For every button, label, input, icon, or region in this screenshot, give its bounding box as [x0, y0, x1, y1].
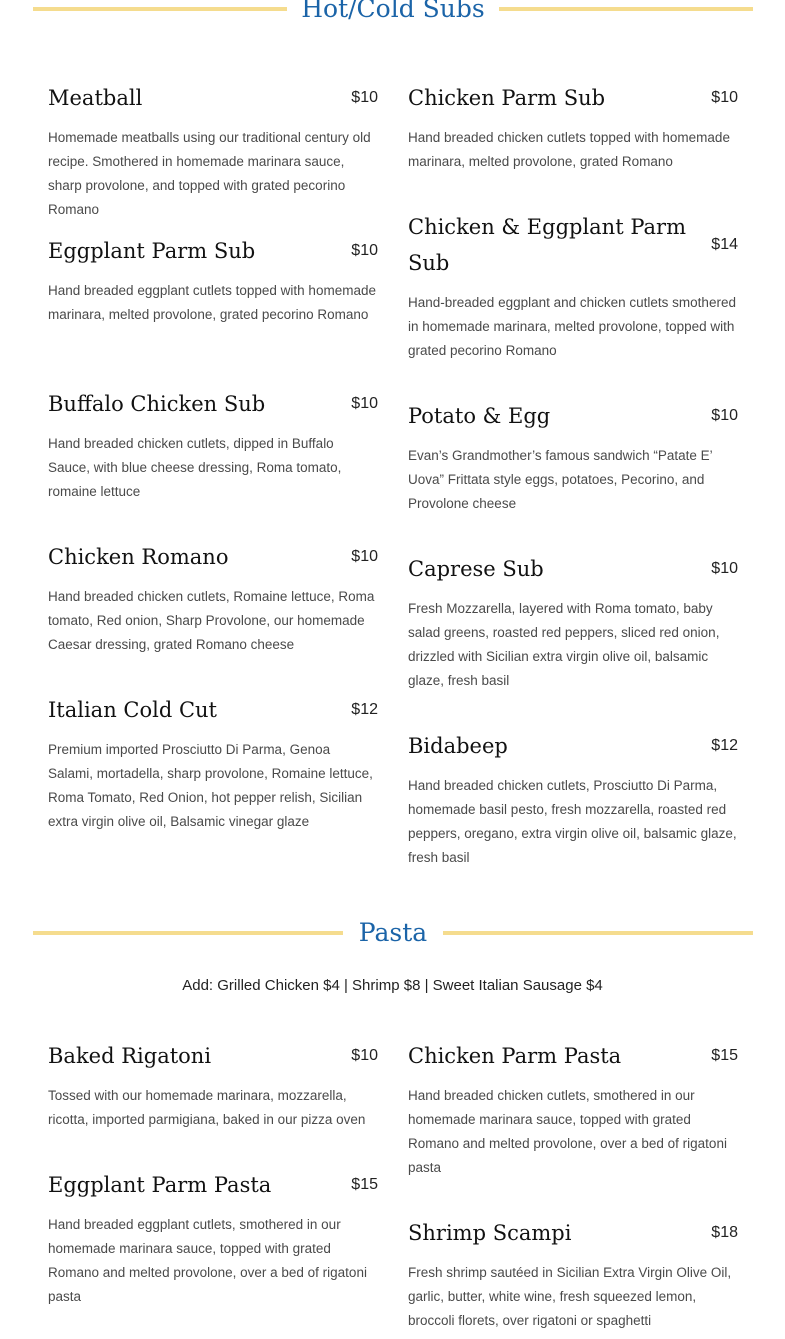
section-title: Hot/Cold Subs — [301, 0, 485, 23]
item-price: $12 — [351, 701, 378, 718]
item-description: Hand breaded chicken cutlets, smothered in our homemade marinara sauce, topped with grated Romano and melted provolone, over a bed of rigatoni pasta — [408, 1088, 727, 1175]
item-price: $15 — [711, 1047, 738, 1064]
item-description: Fresh Mozzarella, layered with Roma tomato, baby salad greens, roasted red peppers, sliced red onion, drizzled with Sicilian extra virgin olive oil, balsamic glaze, fresh basil — [408, 601, 720, 688]
item-price: $18 — [711, 1224, 738, 1241]
item-name: Eggplant Parm Sub — [48, 239, 256, 263]
item-description: Premium imported Prosciutto Di Parma, Genoa Salami, mortadella, sharp provolone, Romaine lettuce, Roma Tomato, Red Onion, hot pepper relish, Sicilian extra virgin olive oil, Balsamic vinegar glaze — [48, 742, 373, 829]
item-description: Hand-breaded eggplant and chicken cutlets smothered in homemade marinara, melted provolone, topped with grated pecorino Romano — [408, 295, 736, 358]
pasta-addon-note: Add: Grilled Chicken $4 | Shrimp $8 | Sweet Italian Sausage $4 — [182, 977, 603, 994]
item-price: $10 — [351, 1047, 378, 1064]
item-price: $10 — [351, 395, 378, 412]
section-header-pasta — [33, 913, 753, 953]
item-name: Shrimp Scampi — [408, 1221, 572, 1245]
item-description: Evan’s Grandmother’s famous sandwich “Patate E’ Uova” Frittata style eggs, potatoes, Pecorino, and Provolone cheese — [408, 448, 713, 511]
item-name: Baked Rigatoni — [48, 1044, 212, 1068]
item-price: $10 — [711, 560, 738, 577]
item-description: Fresh shrimp sautéed in Sicilian Extra Virgin Olive Oil, garlic, butter, white wine, fresh squeezed lemon, broccoli florets, over rigatoni or spaghetti — [408, 1265, 732, 1328]
item-name: Potato & Egg — [408, 404, 551, 428]
item-name: Meatball — [48, 86, 143, 110]
item-name: Chicken & Eggplant Parm Sub — [408, 215, 686, 275]
item-price: $14 — [711, 236, 738, 253]
item-description: Homemade meatballs using our traditional century old recipe. Smothered in homemade marinara sauce, sharp provolone, and topped with grated pecorino Romano — [48, 130, 371, 217]
item-description: Tossed with our homemade marinara, mozzarella, ricotta, imported parmigiana, baked in our pizza oven — [48, 1088, 366, 1127]
item-price: $10 — [351, 548, 378, 565]
section-title: Pasta — [358, 918, 428, 947]
item-name: Bidabeep — [408, 734, 508, 758]
item-description: Hand breaded eggplant cutlets topped with homemade marinara, melted provolone, grated pecorino Romano — [48, 283, 376, 322]
item-name: Chicken Romano — [48, 545, 229, 569]
item-description: Hand breaded chicken cutlets, Prosciutto Di Parma, homemade basil pesto, fresh mozzarella, roasted red peppers, oregano, extra virgin olive oil, balsamic glaze, fresh basil — [408, 778, 737, 865]
item-price: $15 — [351, 1176, 378, 1193]
item-price: $12 — [711, 737, 738, 754]
item-name: Chicken Parm Sub — [408, 86, 606, 110]
item-name: Eggplant Parm Pasta — [48, 1173, 272, 1197]
item-description: Hand breaded chicken cutlets topped with homemade marinara, melted provolone, grated Romano — [408, 130, 730, 169]
section-header-subs — [33, 0, 753, 29]
item-price: $10 — [351, 242, 378, 259]
item-price: $10 — [711, 89, 738, 106]
item-description: Hand breaded chicken cutlets, dipped in Buffalo Sauce, with blue cheese dressing, Roma tomato, romaine lettuce — [48, 436, 342, 499]
item-name: Chicken Parm Pasta — [408, 1044, 622, 1068]
item-name: Italian Cold Cut — [48, 698, 217, 722]
item-price: $10 — [351, 89, 378, 106]
item-description: Hand breaded eggplant cutlets, smothered in our homemade marinara sauce, topped with grated Romano and melted provolone, over a bed of rigatoni pasta — [48, 1217, 367, 1304]
item-description: Hand breaded chicken cutlets, Romaine lettuce, Roma tomato, Red onion, Sharp Provolone, our homemade Caesar dressing, grated Romano cheese — [48, 589, 375, 652]
item-name: Buffalo Chicken Sub — [48, 392, 266, 416]
item-name: Caprese Sub — [408, 557, 544, 581]
item-price: $10 — [711, 407, 738, 424]
